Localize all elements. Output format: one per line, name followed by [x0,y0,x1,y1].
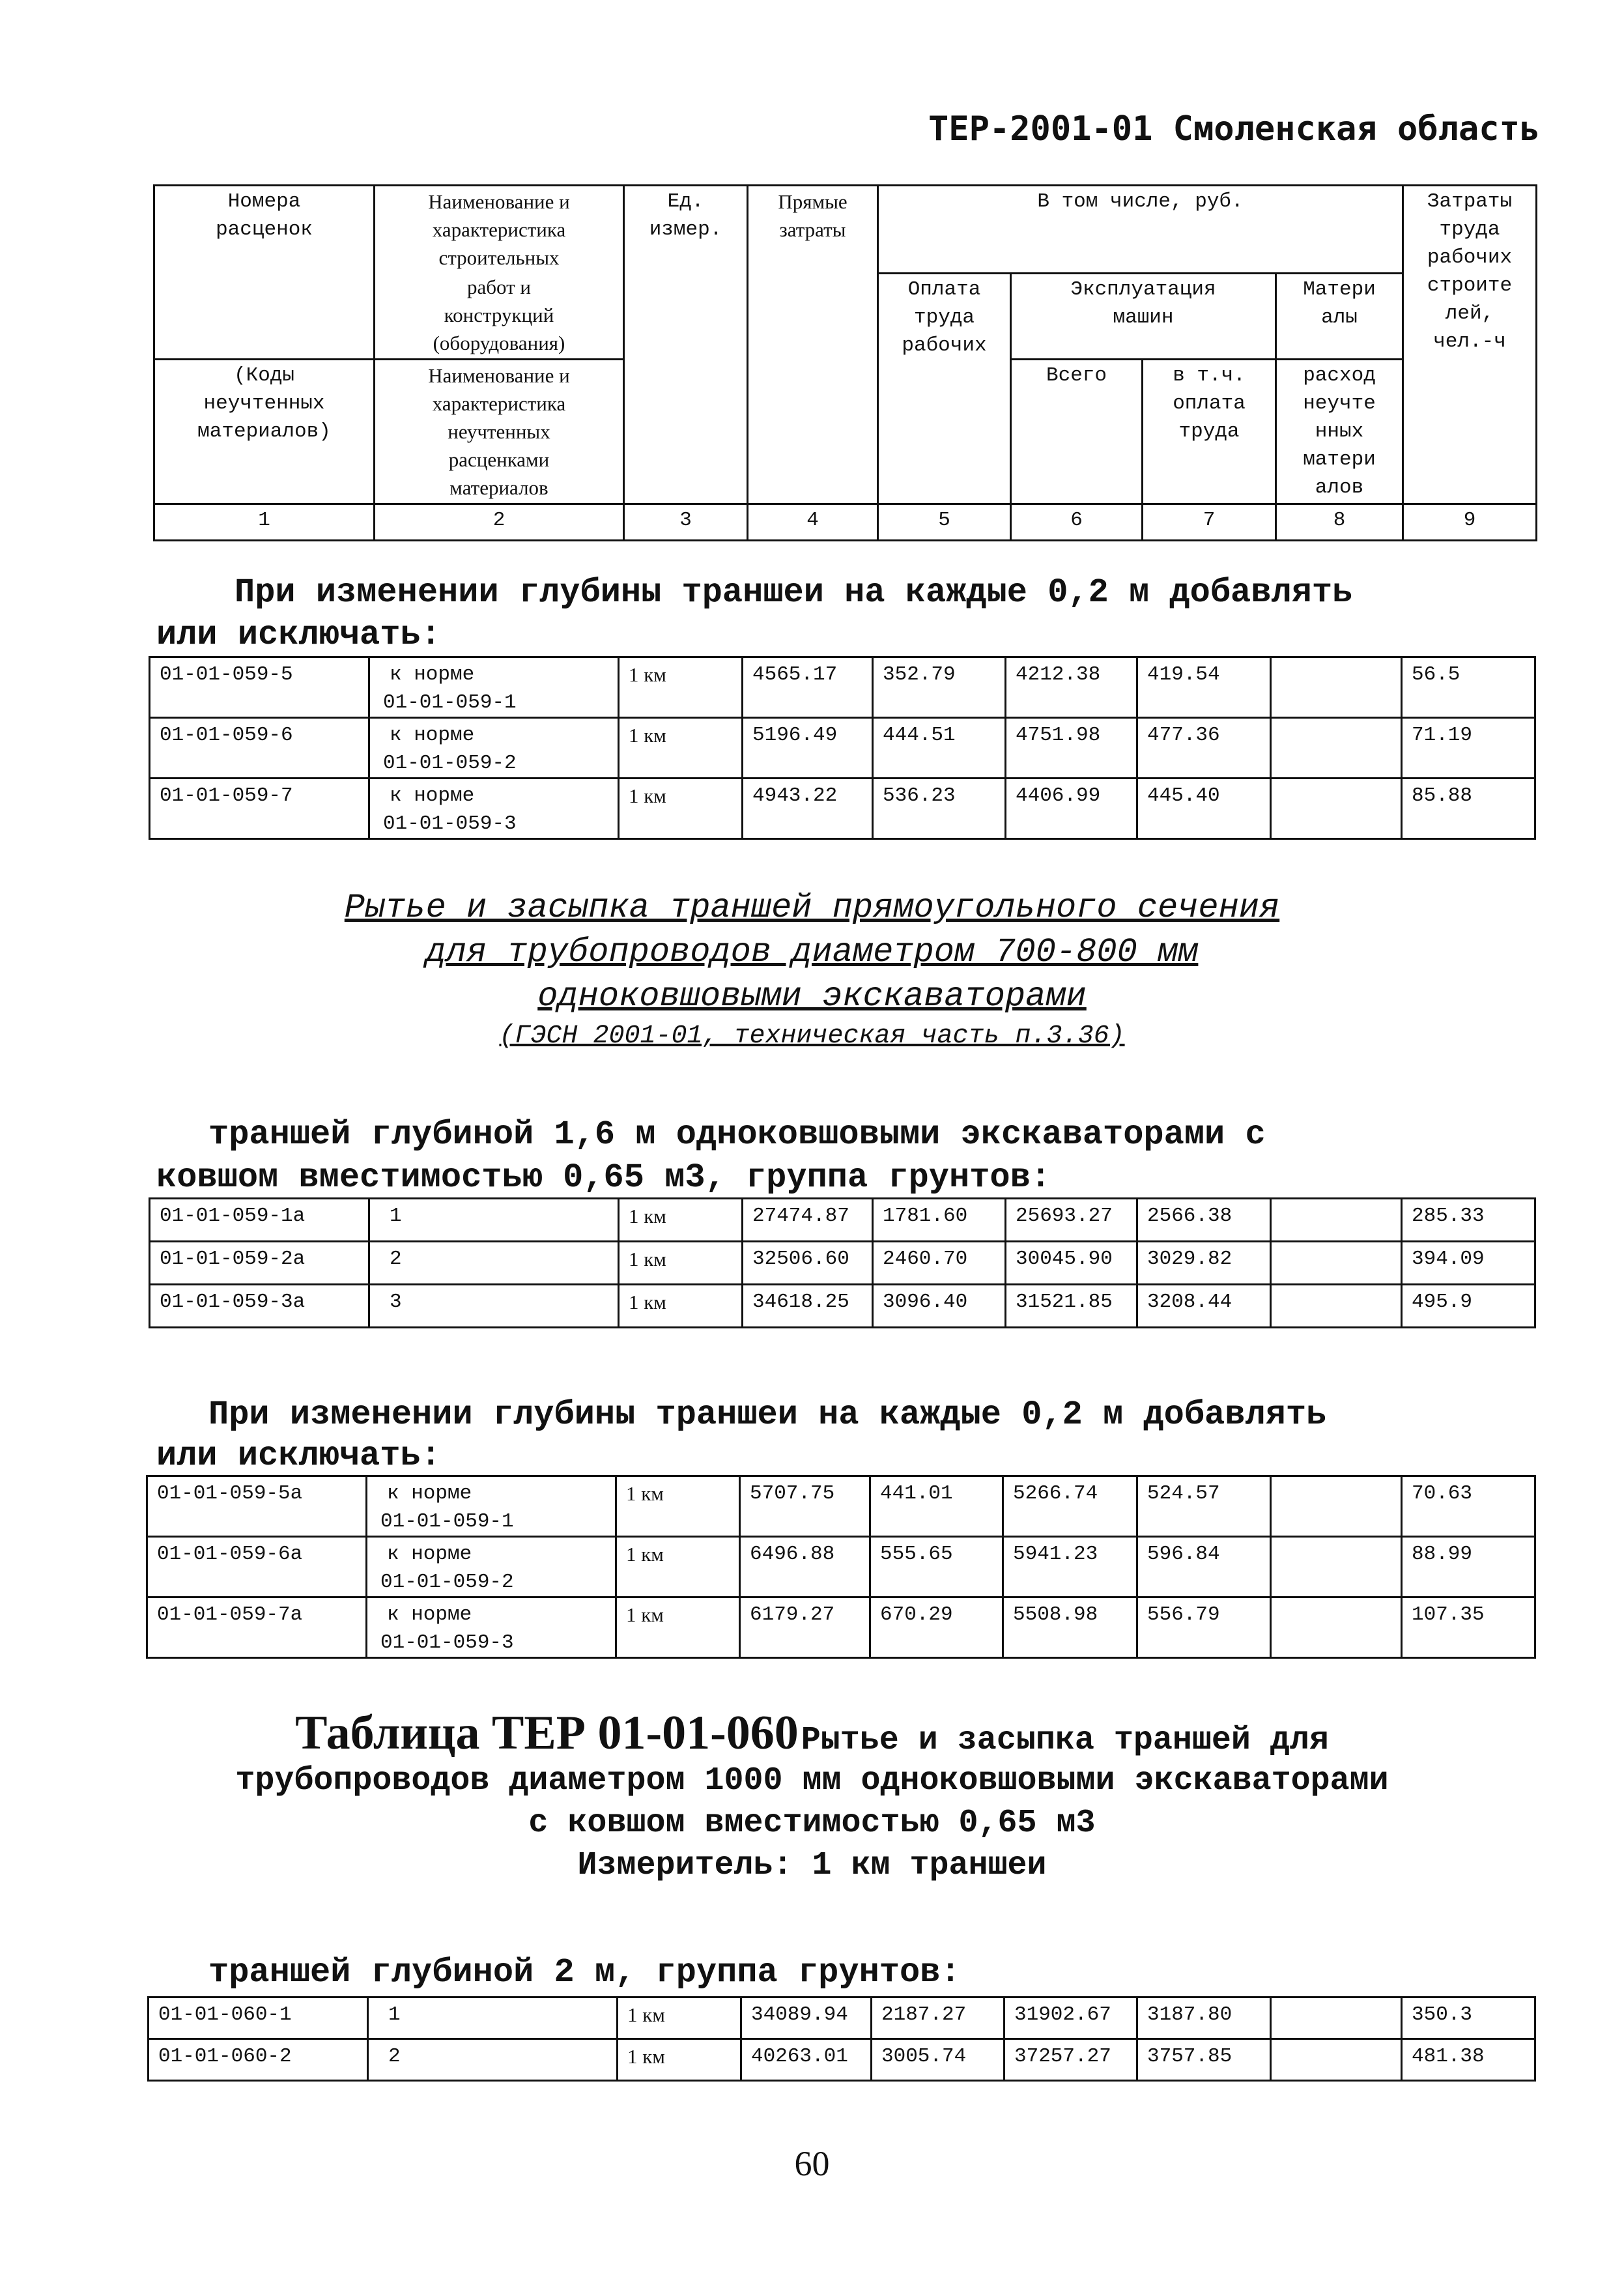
materials [1271,1997,1402,2039]
direct-costs: 5196.49 [743,718,873,779]
machines-total: 5508.98 [1003,1597,1137,1658]
italic-title-line1: Рытье и засыпка траншей прямоугольного сечения [344,889,1280,927]
machines-total: 30045.90 [1006,1242,1137,1285]
wages: 536.23 [873,779,1006,839]
table-row [150,657,1535,718]
unit: 1 км [619,1285,743,1328]
direct-costs: 6179.27 [740,1597,870,1658]
unit: 1 км [619,1199,743,1242]
section1-heading-line2: или исключать: [156,616,441,654]
table-row [147,1537,1535,1597]
header-codes-top: Номера расценок [154,186,375,274]
machines-total: 31902.67 [1004,1997,1137,2039]
machines-total: 4751.98 [1006,718,1137,779]
unit: 1 км [619,718,743,779]
page-header: ТЕР-2001-01 Смоленская область [928,109,1541,149]
wages: 444.51 [873,718,1006,779]
header-name-mid: работ и конструкций (оборудования) [375,273,624,360]
unit: 1 км [619,657,743,718]
col-number: 1 [154,504,375,541]
machines-wages: 3757.85 [1137,2039,1271,2081]
header-machines-total: Всего [1011,360,1143,504]
direct-costs: 34089.94 [741,1997,872,2039]
machines-total: 5266.74 [1003,1476,1137,1537]
unit: 1 км [619,1242,743,1285]
rate-name: 3 [369,1285,619,1328]
section4-table [147,1996,1536,2082]
section4-heading: траншей глубиной 2 м, группа грунтов: [208,1953,961,1992]
rate-code: 01-01-059-2a [150,1242,369,1285]
header-including: В том числе, руб. [878,186,1403,274]
rate-name: к норме 01-01-059-2 [369,718,619,779]
machines-wages: 445.40 [1137,779,1271,839]
rate-name: 1 [369,1199,619,1242]
table-row [147,1597,1535,1658]
machines-total: 31521.85 [1006,1285,1137,1328]
direct-costs: 40263.01 [741,2039,872,2081]
rate-code: 01-01-059-3a [150,1285,369,1328]
header-materials-consumption: расход неучте нных матери алов [1276,360,1403,504]
section2-heading-line2: ковшом вместимостью 0,65 м3, группа грунтов: [156,1158,1051,1197]
italic-title-line3: одноковшовыми экскаваторами [537,977,1087,1016]
machines-wages: 3187.80 [1137,1997,1271,2039]
wages: 1781.60 [873,1199,1006,1242]
rate-name: к норме 01-01-059-1 [367,1476,616,1537]
rate-code: 01-01-060-2 [149,2039,368,2081]
direct-costs: 5707.75 [740,1476,870,1537]
wages: 3096.40 [873,1285,1006,1328]
machines-wages: 477.36 [1137,718,1271,779]
rate-code: 01-01-059-1a [150,1199,369,1242]
machines-wages: 596.84 [1137,1537,1271,1597]
table-row [147,1476,1535,1537]
rate-name: к норме 01-01-059-2 [367,1537,616,1597]
table-row [150,779,1535,839]
unit: 1 км [616,1597,740,1658]
table-title-measure: Измеритель: 1 км траншеи [577,1847,1047,1884]
machines-wages: 3208.44 [1137,1285,1271,1328]
machines-wages: 556.79 [1137,1597,1271,1658]
labor: 394.09 [1402,1242,1535,1285]
rate-code: 01-01-059-6 [150,718,369,779]
table-title-rest: Рытье и засыпка траншей для [801,1722,1329,1759]
header-unaccounted-name: Наименование и характеристика неучтенных расценками материалов [375,360,624,504]
section1-table [149,656,1536,840]
header-direct-costs: Прямые затраты [748,186,878,504]
materials [1271,1285,1402,1328]
table-row [150,1285,1535,1328]
materials [1271,1476,1402,1537]
labor: 107.35 [1402,1597,1535,1658]
table-title-line1 [0,1706,1624,1761]
machines-total: 4406.99 [1006,779,1137,839]
machines-total: 5941.23 [1003,1537,1137,1597]
direct-costs: 4565.17 [743,657,873,718]
wages: 555.65 [870,1537,1003,1597]
rate-name: к норме 01-01-059-3 [369,779,619,839]
col-number: 5 [878,504,1011,541]
table-row [149,1997,1535,2039]
rate-code: 01-01-059-7 [150,779,369,839]
rate-code: 01-01-059-6a [147,1537,367,1597]
wages: 441.01 [870,1476,1003,1537]
unit: 1 км [618,1997,741,2039]
rate-code: 01-01-059-5 [150,657,369,718]
col-number: 2 [375,504,624,541]
materials [1271,1597,1402,1658]
header-name-top: Наименование и характеристика строительных [375,186,624,274]
direct-costs: 27474.87 [743,1199,873,1242]
column-header-table [153,184,1537,541]
materials [1271,1537,1402,1597]
section3-heading-line1: При изменении глубины траншеи на каждые 0,2 м добавлять [208,1395,1327,1434]
section2-heading-line1: траншей глубиной 1,6 м одноковшовыми экскаваторами с [208,1115,1266,1154]
rate-code: 01-01-059-5a [147,1476,367,1537]
rate-name: 1 [368,1997,618,2039]
labor: 70.63 [1402,1476,1535,1537]
header-machines-wages: в т.ч. оплата труда [1143,360,1276,504]
col-number: 3 [624,504,748,541]
italic-title-line4: (ГЭСН 2001-01, техническая часть п.3.36) [499,1022,1125,1051]
wages: 2187.27 [872,1997,1004,2039]
col-number: 6 [1011,504,1143,541]
machines-total: 37257.27 [1004,2039,1137,2081]
rate-code: 01-01-060-1 [149,1997,368,2039]
materials [1271,779,1402,839]
wages: 3005.74 [872,2039,1004,2081]
labor: 56.5 [1402,657,1535,718]
col-number: 4 [748,504,878,541]
labor: 285.33 [1402,1199,1535,1242]
machines-wages: 524.57 [1137,1476,1271,1537]
rate-name: 2 [369,1242,619,1285]
machines-total: 4212.38 [1006,657,1137,718]
machines-total: 25693.27 [1006,1199,1137,1242]
table-row [150,1199,1535,1242]
section3-table [146,1475,1536,1659]
direct-costs: 6496.88 [740,1537,870,1597]
wages: 670.29 [870,1597,1003,1658]
table-title-line3: с ковшом вместимостью 0,65 м3 [528,1805,1096,1842]
wages: 2460.70 [873,1242,1006,1285]
labor: 495.9 [1402,1285,1535,1328]
col-number: 8 [1276,504,1403,541]
table-row [150,718,1535,779]
rate-code: 01-01-059-7a [147,1597,367,1658]
materials [1271,657,1402,718]
header-wages: Оплата труда рабочих [878,273,1011,504]
col-number: 7 [1143,504,1276,541]
labor: 85.88 [1402,779,1535,839]
direct-costs: 32506.60 [743,1242,873,1285]
materials [1271,1199,1402,1242]
labor: 481.38 [1402,2039,1535,2081]
italic-title-line2: для трубопроводов диаметром 700-800 мм [425,933,1199,971]
table-title-line2: трубопроводов диаметром 1000 мм одноковшовыми экскаваторами [235,1762,1389,1799]
table-row [150,1242,1535,1285]
direct-costs: 34618.25 [743,1285,873,1328]
materials [1271,1242,1402,1285]
unit: 1 км [619,779,743,839]
labor: 71.19 [1402,718,1535,779]
direct-costs: 4943.22 [743,779,873,839]
header-unaccounted-codes: (Коды неучтенных материалов) [154,360,375,504]
wages: 352.79 [873,657,1006,718]
table-row [149,2039,1535,2081]
header-labor: Затраты труда рабочих строите лей, чел.-ч [1403,186,1537,504]
labor: 350.3 [1402,1997,1535,2039]
unit: 1 км [616,1476,740,1537]
section2-table [149,1197,1536,1328]
section1-heading-line1: При изменении глубины траншеи на каждые 0,2 м добавлять [235,573,1353,612]
section3-heading-line2: или исключать: [156,1437,441,1475]
rate-name: к норме 01-01-059-3 [367,1597,616,1658]
header-materials: Матери алы [1276,273,1403,360]
unit: 1 км [618,2039,741,2081]
table-title-prefix: Таблица ТЕР 01-01-060 [295,1706,799,1760]
unit: 1 км [616,1537,740,1597]
col-number: 9 [1403,504,1537,541]
labor: 88.99 [1402,1537,1535,1597]
machines-wages: 419.54 [1137,657,1271,718]
rate-name: 2 [368,2039,618,2081]
materials [1271,2039,1402,2081]
materials [1271,718,1402,779]
header-codes-mid [154,273,375,360]
machines-wages: 3029.82 [1137,1242,1271,1285]
header-unit: Ед. измер. [624,186,748,504]
header-machines: Эксплуатация машин [1011,273,1276,360]
page-number: 60 [794,2144,830,2183]
machines-wages: 2566.38 [1137,1199,1271,1242]
rate-name: к норме 01-01-059-1 [369,657,619,718]
